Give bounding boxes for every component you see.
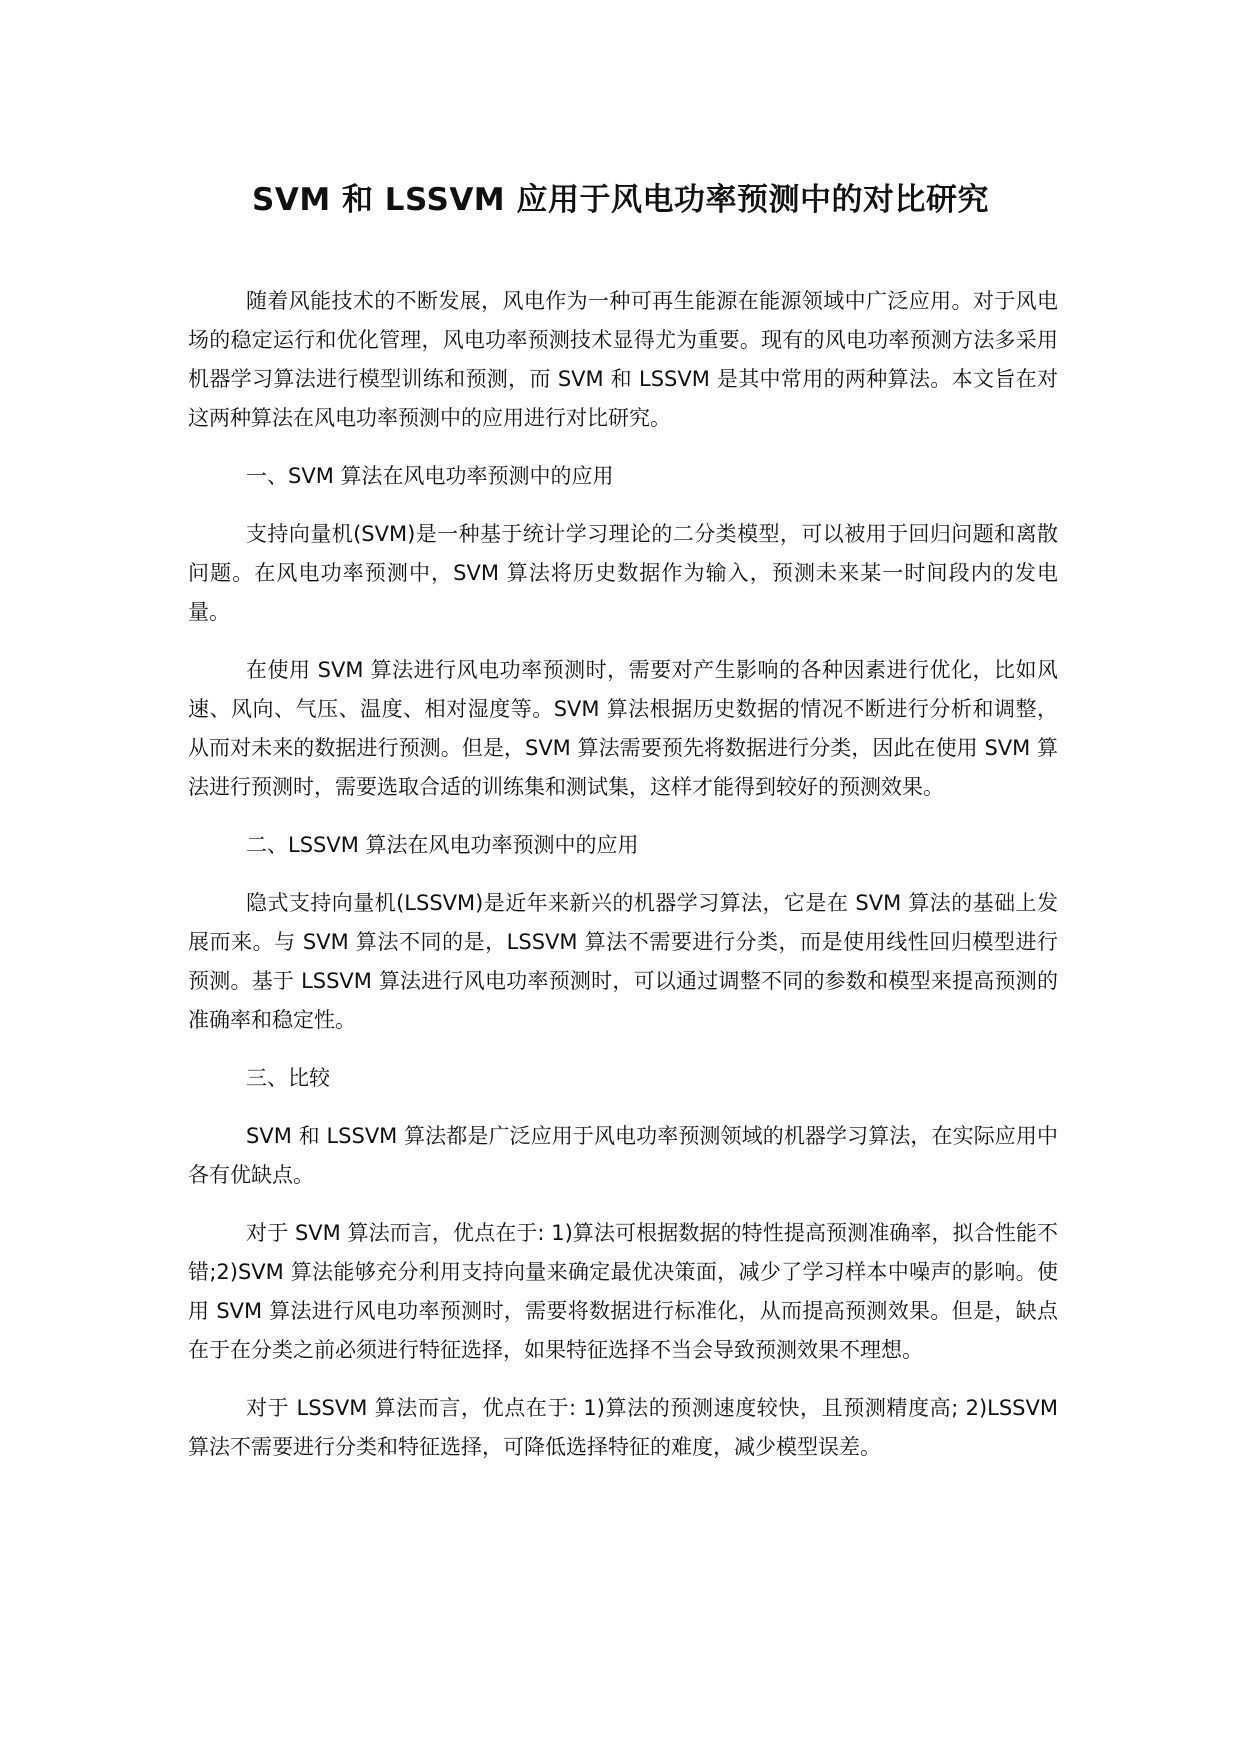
section-heading-lssvm: 二、LSSVM 算法在风电功率预测中的应用 bbox=[246, 833, 639, 857]
svm-paragraph-1: 支持向量机(SVM)是一种基于统计学习理论的二分类模型，可以被用于回归问题和离散问题。在风电功率预测中，SVM 算法将历史数据作为输入，预测未来某一时间段内的发电量。 bbox=[188, 522, 1058, 624]
comparison-paragraph-svm: 对于 SVM 算法而言，优点在于: 1)算法可根据数据的特性提高预测准确率，拟合性能不错;2)SVM 算法能够充分利用支持向量来确定最优决策面，减少了学习样本中噪声的影响。使用 SVM 算法进行风电功率预测时，需要将数据进行标准化，从而提高预测效果。但是，缺点在于在分类之前必须进行特征选择，如果特征选择不当会导致预测效果不理想。 bbox=[188, 1221, 1058, 1362]
document-title: SVM 和 LSSVM 应用于风电功率预测中的对比研究 bbox=[252, 182, 989, 218]
intro-paragraph: 随着风能技术的不断发展，风电作为一种可再生能源在能源领域中广泛应用。对于风电场的稳定运行和优化管理，风电功率预测技术显得尤为重要。现有的风电功率预测方法多采用机器学习算法进行模型训练和预测，而 SVM 和 LSSVM 是其中常用的两种算法。本文旨在对这两种算法在风电功率预测中的应用进行对比研究。 bbox=[188, 289, 1058, 430]
document-body bbox=[188, 282, 1058, 1486]
section-heading-comparison: 三、比较 bbox=[246, 1066, 330, 1090]
svm-paragraph-2: 在使用 SVM 算法进行风电功率预测时，需要对产生影响的各种因素进行优化，比如风速、风向、气压、温度、相对湿度等。SVM 算法根据历史数据的情况不断进行分析和调整，从而对未来的数据进行预测。但是，SVM 算法需要预先将数据进行分类，因此在使用 SVM 算法进行预测时，需要选取合适的训练集和测试集，这样才能得到较好的预测效果。 bbox=[188, 658, 1058, 799]
lssvm-paragraph: 隐式支持向量机(LSSVM)是近年来新兴的机器学习算法，它是在 SVM 算法的基础上发展而来。与 SVM 算法不同的是，LSSVM 算法不需要进行分类，而是使用线性回归模型进行预测。基于 LSSVM 算法进行风电功率预测时，可以通过调整不同的参数和模型来提高预测的准确率和稳定性。 bbox=[188, 891, 1058, 1032]
section-heading-svm: 一、SVM 算法在风电功率预测中的应用 bbox=[246, 464, 614, 488]
comparison-paragraph-lssvm: 对于 LSSVM 算法而言，优点在于: 1)算法的预测速度较快，且预测精度高; 2)LSSVM 算法不需要进行分类和特征选择，可降低选择特征的难度，减少模型误差。 bbox=[188, 1396, 1058, 1459]
comparison-paragraph-1: SVM 和 LSSVM 算法都是广泛应用于风电功率预测领域的机器学习算法，在实际应用中各有优缺点。 bbox=[188, 1124, 1058, 1187]
